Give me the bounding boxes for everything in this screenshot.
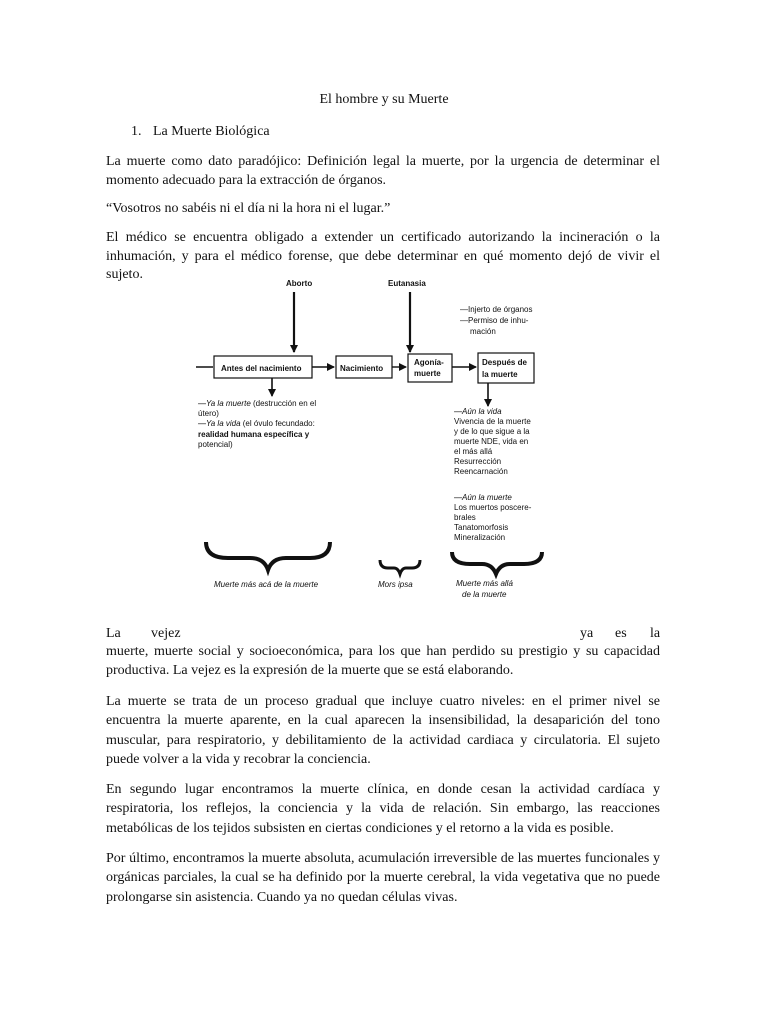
note-muerte-4: Mineralización bbox=[454, 533, 506, 542]
paragraph-muerte-clinica: En segundo lugar encontramos la muerte clínica, en donde cesan la actividad cardíaca y respiratoria, los reflejos, la conciencia y la vida de relación. Sin embargo, las reacciones metabólicas de los tejidos subsisten en ciertas condiciones y el retorno a la vida es posible. bbox=[106, 782, 660, 836]
paragraph-muerte-absoluta: Por último, encontramos la muerte absoluta, acumulación irreversible de las muertes funcionales y orgánicas parciales, la cual se ha definido por la muerte cerebral, la vida vegetativa que no puede prolongarse sin asistencia. Cuando ya no quedan células vivas. bbox=[106, 851, 660, 905]
note-potencial: potencial) bbox=[198, 440, 233, 449]
section-number: 1. bbox=[131, 124, 142, 139]
brace-middle bbox=[380, 560, 420, 574]
brace-label-left: Muerte más acá de la muerte bbox=[214, 580, 319, 589]
note-muerte-1: Los muertos poscere- bbox=[454, 503, 532, 512]
paragraph-medico: El médico se encuentra obligado a extender un certificado autorizando la incineración o la inhumación, y para el médico forense, que debe determinar en qué momento dejó de vivir el sujeto. bbox=[106, 230, 660, 282]
note-ya-muerte: —Ya la muerte (destrucción en el bbox=[198, 399, 317, 408]
vejez-word-la: La bbox=[106, 626, 121, 641]
note-aun-muerte: —Aún la muerte bbox=[454, 493, 512, 502]
death-stages-diagram bbox=[170, 274, 560, 604]
vejez-word-es: es bbox=[615, 626, 627, 641]
note-realidad: realidad humana específica y bbox=[198, 430, 310, 439]
brace-label-right-2: de la muerte bbox=[462, 590, 507, 599]
label-eutanasia: Eutanasia bbox=[388, 279, 426, 288]
section-label: La Muerte Biológica bbox=[153, 124, 270, 139]
box-nacimiento-label: Nacimiento bbox=[340, 364, 384, 373]
note-utero: útero) bbox=[198, 409, 219, 418]
brace-left bbox=[206, 542, 330, 570]
note-permiso: —Permiso de inhu- bbox=[460, 316, 529, 325]
note-vida-4: el más allá bbox=[454, 447, 493, 456]
note-muerte-3: Tanatomorfosis bbox=[454, 523, 509, 532]
note-vida-1: Vivencia de la muerte bbox=[454, 417, 531, 426]
note-vida-5: Resurrección bbox=[454, 457, 502, 466]
paragraph-vejez: muerte, muerte social y socioeconómica, para los que han perdido su prestigio y su capacidad productiva. La vejez es la expresión de la muerte que se está elaborando. bbox=[106, 644, 660, 678]
vejez-word-vejez: vejez bbox=[151, 626, 181, 641]
note-aun-vida: —Aún la vida bbox=[454, 407, 502, 416]
note-injerto: —Injerto de órganos bbox=[460, 305, 533, 314]
box-agonia-line1: Agonía- bbox=[414, 358, 444, 367]
box-despues-line1: Después de bbox=[482, 358, 527, 367]
note-vida-3: muerte NDE, vida en bbox=[454, 437, 529, 446]
note-inhumacion: mación bbox=[470, 327, 496, 336]
paragraph-muerte-aparente: La muerte se trata de un proceso gradual que incluye cuatro niveles: en el primer nivel se encuentra la muerte aparente, en la cual aparecen la insensibilidad, la desaparición del tono muscular, para respiratorio, y debilitamiento de la actividad cardiaca y circulatoria. El sujeto puede volver a la vida y recobrar la conciencia. bbox=[106, 694, 660, 767]
brace-label-middle: Mors ipsa bbox=[378, 580, 413, 589]
note-muerte-2: brales bbox=[454, 513, 476, 522]
paragraph-definition: La muerte como dato paradójico: Definición legal la muerte, por la urgencia de determinar el momento adecuado para la extracción de órganos. bbox=[106, 154, 660, 188]
box-despues-line2: la muerte bbox=[482, 370, 518, 379]
document-title: El hombre y su Muerte bbox=[319, 92, 449, 107]
vejez-word-ya: ya bbox=[580, 626, 594, 641]
note-vida-2: y de lo que sigue a la bbox=[454, 427, 530, 436]
label-aborto: Aborto bbox=[286, 279, 313, 288]
box-agonia-line2: muerte bbox=[414, 369, 441, 378]
vejez-word-la2: la bbox=[650, 626, 661, 641]
paragraph-quote: “Vosotros no sabéis ni el día ni la hora ni el lugar.” bbox=[106, 201, 391, 216]
note-ya-vida: —Ya la vida (el óvulo fecundado: bbox=[198, 419, 315, 428]
section-heading bbox=[131, 124, 270, 140]
brace-right bbox=[452, 552, 542, 574]
brace-label-right-1: Muerte más allá bbox=[456, 579, 513, 588]
box-antes-label: Antes del nacimiento bbox=[221, 364, 302, 373]
note-vida-6: Reencarnación bbox=[454, 467, 508, 476]
